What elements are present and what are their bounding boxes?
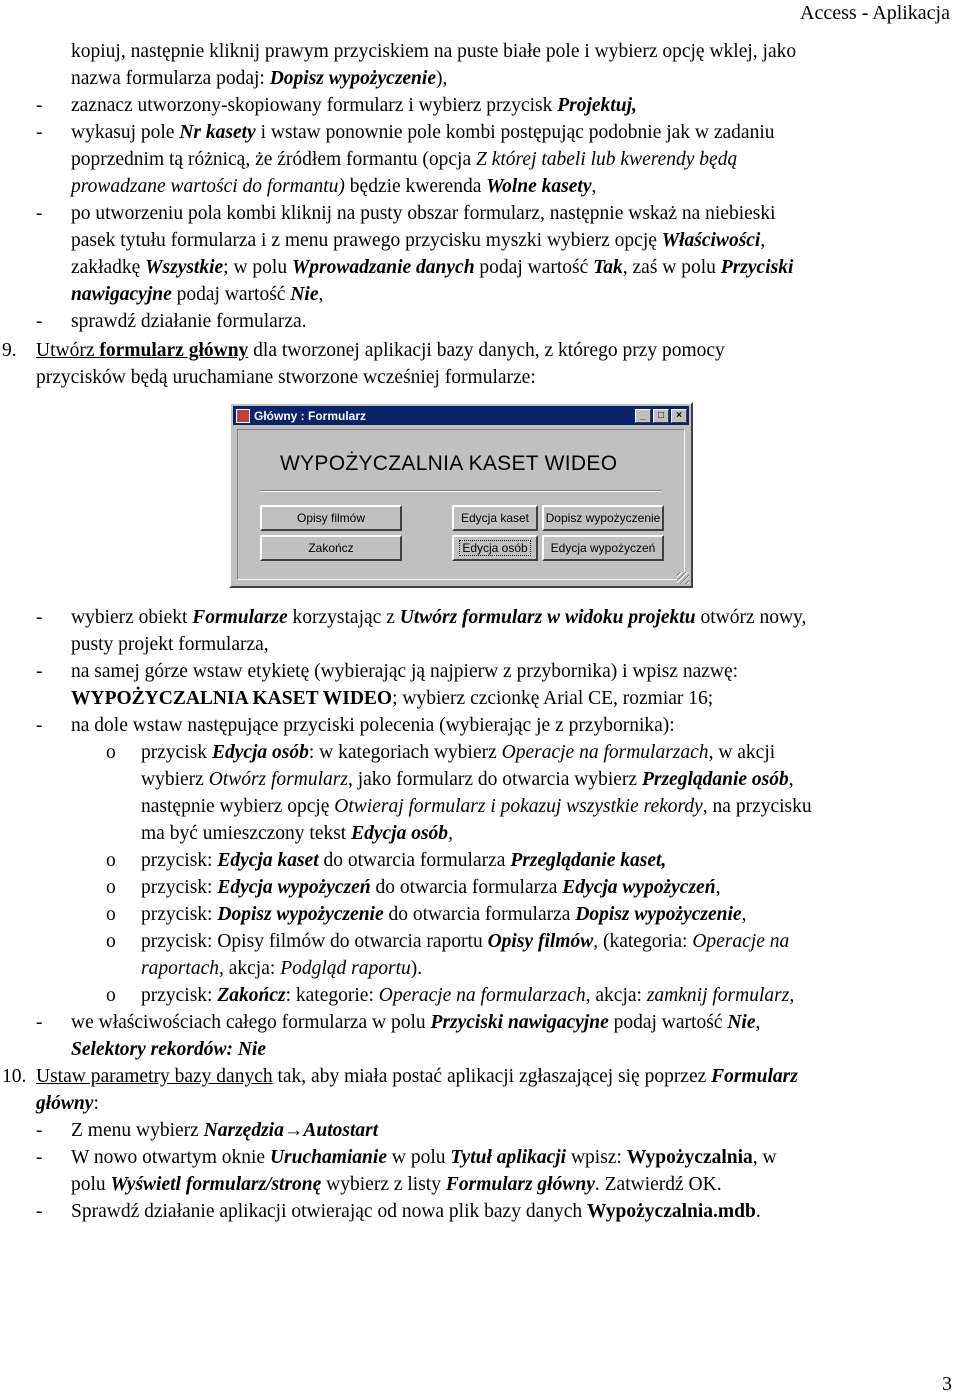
edycja-wypozyczen-button[interactable]: Edycja wypożyczeń xyxy=(542,535,664,561)
bullet-dash: - xyxy=(36,607,43,628)
bullet-dash: - xyxy=(36,122,43,143)
line-text: ma być umieszczony tekst Edycja osób, xyxy=(141,823,453,844)
resize-grip-icon[interactable] xyxy=(677,572,689,584)
bullet-circle: o xyxy=(106,931,116,952)
line-text: Utwórz formularz główny dla tworzonej aplikacji bazy danych, z którego przy pomocy xyxy=(36,340,725,361)
form-divider xyxy=(260,490,662,492)
line-text: raportach, akcja: Podgląd raportu). xyxy=(141,958,423,979)
bullet-circle: o xyxy=(106,742,116,763)
line-text: zaznacz utworzony-skopiowany formularz i wybierz przycisk Projektuj, xyxy=(71,95,637,116)
minimize-icon[interactable]: _ xyxy=(635,409,651,423)
close-icon[interactable]: × xyxy=(671,409,687,423)
page-number: 3 xyxy=(942,1373,952,1395)
maximize-icon[interactable]: □ xyxy=(653,409,669,423)
bullet-circle: o xyxy=(106,850,116,871)
line-text: kopiuj, następnie kliknij prawym przyciskiem na puste białe pole i wybierz opcję wklej, jako xyxy=(71,41,797,62)
edycja-osob-button[interactable]: Edycja osób xyxy=(452,535,538,561)
line-text: główny: xyxy=(36,1093,99,1114)
line-text: prowadzane wartości do formantu) będzie kwerenda Wolne kasety, xyxy=(71,176,597,197)
line-text: wykasuj pole Nr kasety i wstaw ponownie pole kombi postępując podobnie jak w zadaniu xyxy=(71,122,775,143)
bullet-dash: - xyxy=(36,203,43,224)
bullet-dash: - xyxy=(36,311,43,332)
line-text: pusty projekt formularza, xyxy=(71,634,269,655)
access-form-window xyxy=(229,402,693,588)
line-text: W nowo otwartym oknie Uruchamianie w polu Tytuł aplikacji wpisz: Wypożyczalnia, w xyxy=(71,1147,777,1168)
line-text: we właściwościach całego formularza w polu Przyciski nawigacyjne podaj wartość Nie, xyxy=(71,1012,761,1033)
page-header: Access - Aplikacja xyxy=(800,2,950,24)
line-text: zakładkę Wszystkie; w polu Wprowadzanie danych podaj wartość Tak, zaś w polu Przyciski xyxy=(71,257,794,278)
line-text: poprzednim tą różnicą, że źródłem formantu (opcja Z której tabeli lub kwerendy będą xyxy=(71,149,738,170)
bullet-dash: - xyxy=(36,95,43,116)
edycja-kaset-button[interactable]: Edycja kaset xyxy=(452,505,538,531)
bullet-circle: o xyxy=(106,877,116,898)
line-text: przycisk: Opisy filmów do otwarcia raportu Opisy filmów, (kategoria: Operacje na xyxy=(141,931,790,952)
line-text: na samej górze wstaw etykietę (wybierając ją najpierw z przybornika) i wpisz nazwę: xyxy=(71,661,739,682)
bullet-dash: - xyxy=(36,1147,43,1168)
opisy-filmow-button[interactable]: Opisy filmów xyxy=(260,505,402,531)
window-titlebar[interactable] xyxy=(233,406,689,425)
window-title: Główny : Formularz xyxy=(254,408,367,423)
line-text: przycisków będą uruchamiane stworzone wcześniej formularze: xyxy=(36,367,536,388)
line-text: wybierz obiekt Formularze korzystając z Utwórz formularz w widoku projektu otwórz nowy, xyxy=(71,607,807,628)
line-text: Z menu wybierz Narzędzia→Autostart xyxy=(71,1120,379,1141)
item-number: 9. xyxy=(2,340,17,361)
line-text: następnie wybierz opcję Otwieraj formularz i pokazuj wszystkie rekordy, na przycisku xyxy=(141,796,812,817)
line-text: przycisk: Edycja kaset do otwarcia formularza Przeglądanie kaset, xyxy=(141,850,667,871)
line-text: przycisk: Dopisz wypożyczenie do otwarcia formularza Dopisz wypożyczenie, xyxy=(141,904,747,925)
form-icon xyxy=(236,409,250,423)
bullet-dash: - xyxy=(36,715,43,736)
line-text: Sprawdź działanie aplikacji otwierając od nowa plik bazy danych Wypożyczalnia.mdb. xyxy=(71,1201,761,1222)
line-text: nawigacyjne podaj wartość Nie, xyxy=(71,284,324,305)
line-text: po utworzeniu pola kombi kliknij na pusty obszar formularz, następnie wskaż na niebieski xyxy=(71,203,776,224)
line-text: na dole wstaw następujące przyciski polecenia (wybierając je z przybornika): xyxy=(71,715,675,736)
dopisz-wypozyczenie-button[interactable]: Dopisz wypożyczenie xyxy=(542,505,664,531)
line-text: przycisk: Zakończ: kategorie: Operacje na formularzach, akcja: zamknij formularz, xyxy=(141,985,795,1006)
bullet-circle: o xyxy=(106,985,116,1006)
bullet-dash: - xyxy=(36,1120,43,1141)
line-text: przycisk Edycja osób: w kategoriach wybierz Operacje na formularzach, w akcji xyxy=(141,742,776,763)
line-text: sprawdź działanie formularza. xyxy=(71,311,307,332)
line-text: nazwa formularza podaj: Dopisz wypożyczenie), xyxy=(71,68,448,89)
zakoncz-button[interactable]: Zakończ xyxy=(260,535,402,561)
bullet-dash: - xyxy=(36,661,43,682)
line-text: Selektory rekordów: Nie xyxy=(71,1039,266,1060)
bullet-dash: - xyxy=(36,1012,43,1033)
form-heading: WYPOŻYCZALNIA KASET WIDEO xyxy=(280,452,618,475)
item-number: 10. xyxy=(2,1066,27,1087)
line-text: przycisk: Edycja wypożyczeń do otwarcia formularza Edycja wypożyczeń, xyxy=(141,877,721,898)
line-text: WYPOŻYCZALNIA KASET WIDEO; wybierz czcionkę Arial CE, rozmiar 16; xyxy=(71,688,714,709)
bullet-circle: o xyxy=(106,904,116,925)
line-text: wybierz Otwórz formularz, jako formularz do otwarcia wybierz Przeglądanie osób, xyxy=(141,769,794,790)
form-area xyxy=(237,429,685,580)
bullet-dash: - xyxy=(36,1201,43,1222)
line-text: pasek tytułu formularza i z menu prawego przycisku myszki wybierz opcję Właściwości, xyxy=(71,230,766,251)
line-text: Ustaw parametry bazy danych tak, aby miała postać aplikacji zgłaszającej się poprzez Formularz xyxy=(36,1066,798,1087)
line-text: polu Wyświetl formularz/stronę wybierz z listy Formularz główny. Zatwierdź OK. xyxy=(71,1174,722,1195)
